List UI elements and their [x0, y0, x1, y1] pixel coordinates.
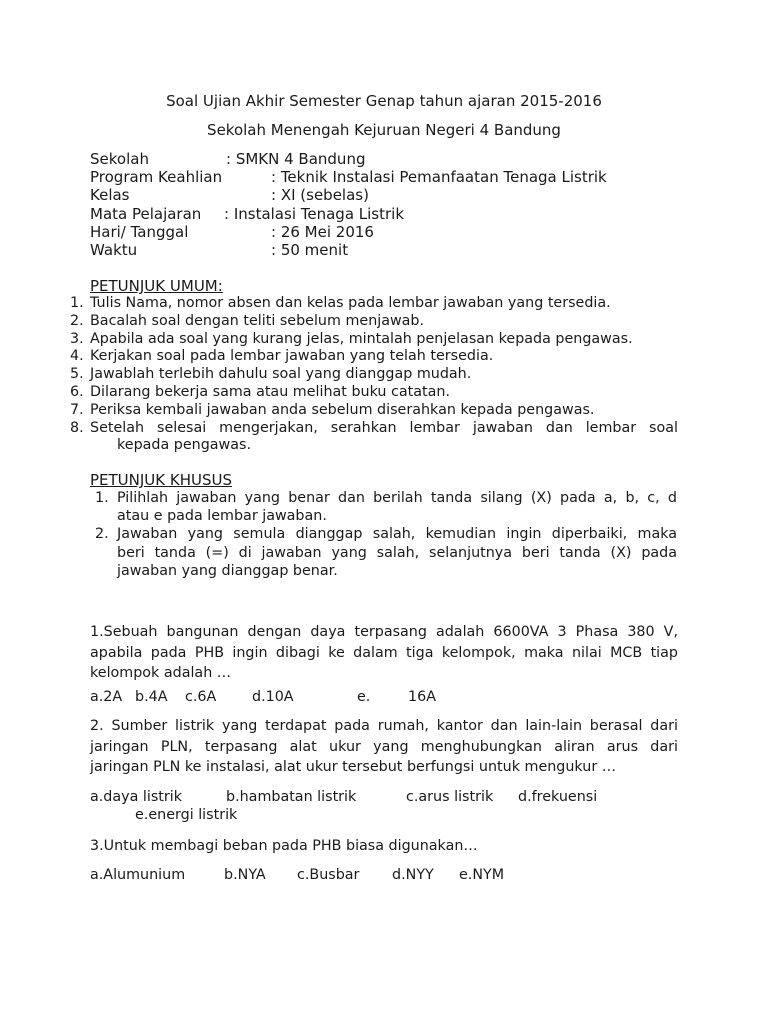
- info-row-program: [90, 168, 607, 186]
- info-value: : 50 menit: [271, 241, 349, 260]
- item-number: 7.: [70, 401, 84, 418]
- option-d: d.frekuensi: [518, 789, 598, 805]
- item-text: Kerjakan soal pada lembar jawaban yang telah tersedia.: [90, 348, 494, 365]
- info-value: : 26 Mei 2016: [271, 222, 374, 241]
- list-item: [70, 330, 678, 349]
- item-text: Jawaban yang semula dianggap salah, kemudian ingin diperbaiki, maka: [117, 526, 677, 543]
- option-c: c.6A: [185, 689, 217, 705]
- list-item: [70, 366, 678, 384]
- exam-title: Soal Ujian Akhir Semester Genap tahun ajaran 2015-2016: [166, 92, 602, 110]
- list-item: [70, 295, 678, 313]
- info-label: Kelas: [90, 186, 130, 205]
- list-item: [70, 348, 678, 366]
- item-number: 3.: [70, 330, 84, 347]
- info-row-sekolah: [90, 150, 607, 168]
- item-text-continued: beri tanda (=) di jawaban yang salah, selanjutnya beri tanda (X) pada: [117, 544, 677, 561]
- info-row-mapel: [90, 205, 607, 223]
- item-number: 8.: [70, 419, 84, 436]
- info-value: : SMKN 4 Bandung: [226, 150, 366, 168]
- item-number: 4.: [70, 348, 84, 365]
- info-row-kelas: [90, 186, 607, 204]
- list-item: [70, 383, 678, 402]
- school-title: Sekolah Menengah Kejuruan Negeri 4 Bandung: [207, 121, 561, 139]
- option-d: d.10A: [252, 689, 294, 705]
- list-item: [70, 312, 678, 331]
- item-text: Periksa kembali jawaban anda sebelum diserahkan kepada pengawas.: [90, 401, 595, 418]
- question-text: jaringan PLN ke instalasi, alat ukur tersebut berfungsi untuk mengukur …: [90, 759, 617, 776]
- info-label: Sekolah: [90, 150, 149, 168]
- item-text-continued: atau e pada lembar jawaban.: [117, 508, 327, 525]
- item-text-continued: kepada pengawas.: [117, 437, 251, 454]
- option-b: b.NYA: [224, 867, 266, 883]
- option-e: e.NYM: [459, 867, 505, 883]
- item-number: 2.: [70, 312, 84, 329]
- question-2: [90, 716, 678, 778]
- info-label: Waktu: [90, 241, 138, 260]
- list-item: [70, 401, 678, 420]
- petunjuk-khusus-list: [95, 489, 677, 580]
- option-a: a.daya listrik: [90, 789, 183, 805]
- question-3: [90, 836, 678, 857]
- option-e-value: 16A: [408, 689, 436, 705]
- item-number: 1.: [95, 490, 109, 506]
- info-row-waktu: [90, 241, 607, 259]
- question-1: [90, 622, 678, 684]
- item-text-continued: jawaban yang dianggap benar.: [117, 562, 338, 579]
- item-text: Pilihlah jawaban yang benar dan berilah tanda silang (X) pada a, b, c, d: [117, 490, 677, 506]
- item-number: 6.: [70, 383, 84, 400]
- item-text: Setelah selesai mengerjakan, serahkan lembar jawaban dan lembar soal: [90, 419, 678, 436]
- exam-info: [90, 150, 607, 259]
- petunjuk-khusus-heading: PETUNJUK KHUSUS: [90, 471, 233, 489]
- item-number: 5.: [70, 366, 84, 383]
- item-text: Dilarang bekerja sama atau melihat buku catatan.: [90, 383, 450, 400]
- question-text: 1.Sebuah bangunan dengan daya terpasang adalah 6600VA 3 Phasa 380 V,: [90, 624, 678, 640]
- item-text: Apabila ada soal yang kurang jelas, mintalah penjelasan kepada pengawas.: [90, 330, 633, 347]
- option-b: b.hambatan listrik: [226, 789, 357, 805]
- option-e: e.: [357, 689, 371, 705]
- option-b: b.4A: [135, 689, 168, 705]
- list-item: [95, 489, 677, 525]
- item-number: 2.: [95, 526, 109, 543]
- option-c: c.arus listrik: [406, 789, 494, 805]
- item-text: Jawablah terlebih dahulu soal yang dianggap mudah.: [90, 366, 472, 383]
- option-e: e.energi listrik: [135, 807, 238, 823]
- option-a: a.2A: [90, 689, 123, 705]
- info-value: : XI (sebelas): [271, 186, 369, 205]
- question-text: 3.Untuk membagi beban pada PHB biasa digunakan…: [90, 838, 478, 854]
- info-row-tanggal: [90, 223, 607, 241]
- question-text: apabila pada PHB ingin dibagi ke dalam tiga kelompok, maka nilai MCB tiap: [90, 644, 678, 661]
- option-c: c.Busbar: [297, 867, 360, 883]
- item-text: Bacalah soal dengan teliti sebelum menjawab.: [90, 312, 425, 329]
- info-label: Program Keahlian: [90, 168, 223, 187]
- info-value: : Instalasi Tenaga Listrik: [224, 204, 405, 223]
- petunjuk-umum-heading: PETUNJUK UMUM:: [90, 277, 223, 295]
- info-label: Mata Pelajaran: [90, 204, 202, 223]
- option-d: d.NYY: [392, 867, 434, 883]
- option-a: a.Alumunium: [90, 867, 186, 883]
- info-label: Hari/ Tanggal: [90, 222, 189, 241]
- list-item: [95, 525, 677, 580]
- info-value: : Teknik Instalasi Pemanfaatan Tenaga Listrik: [271, 168, 607, 187]
- list-item: [70, 419, 678, 456]
- item-number: 1.: [70, 295, 84, 311]
- question-text: 2. Sumber listrik yang terdapat pada rumah, kantor dan lain-lain berasal dari: [90, 718, 678, 734]
- question-text: jaringan PLN, terpasang alat ukur yang menghubungkan aliran arus dari: [90, 738, 678, 755]
- question-text: kelompok adalah …: [90, 665, 232, 682]
- petunjuk-umum-list: [70, 295, 678, 455]
- item-text: Tulis Nama, nomor absen dan kelas pada lembar jawaban yang tersedia.: [90, 295, 611, 311]
